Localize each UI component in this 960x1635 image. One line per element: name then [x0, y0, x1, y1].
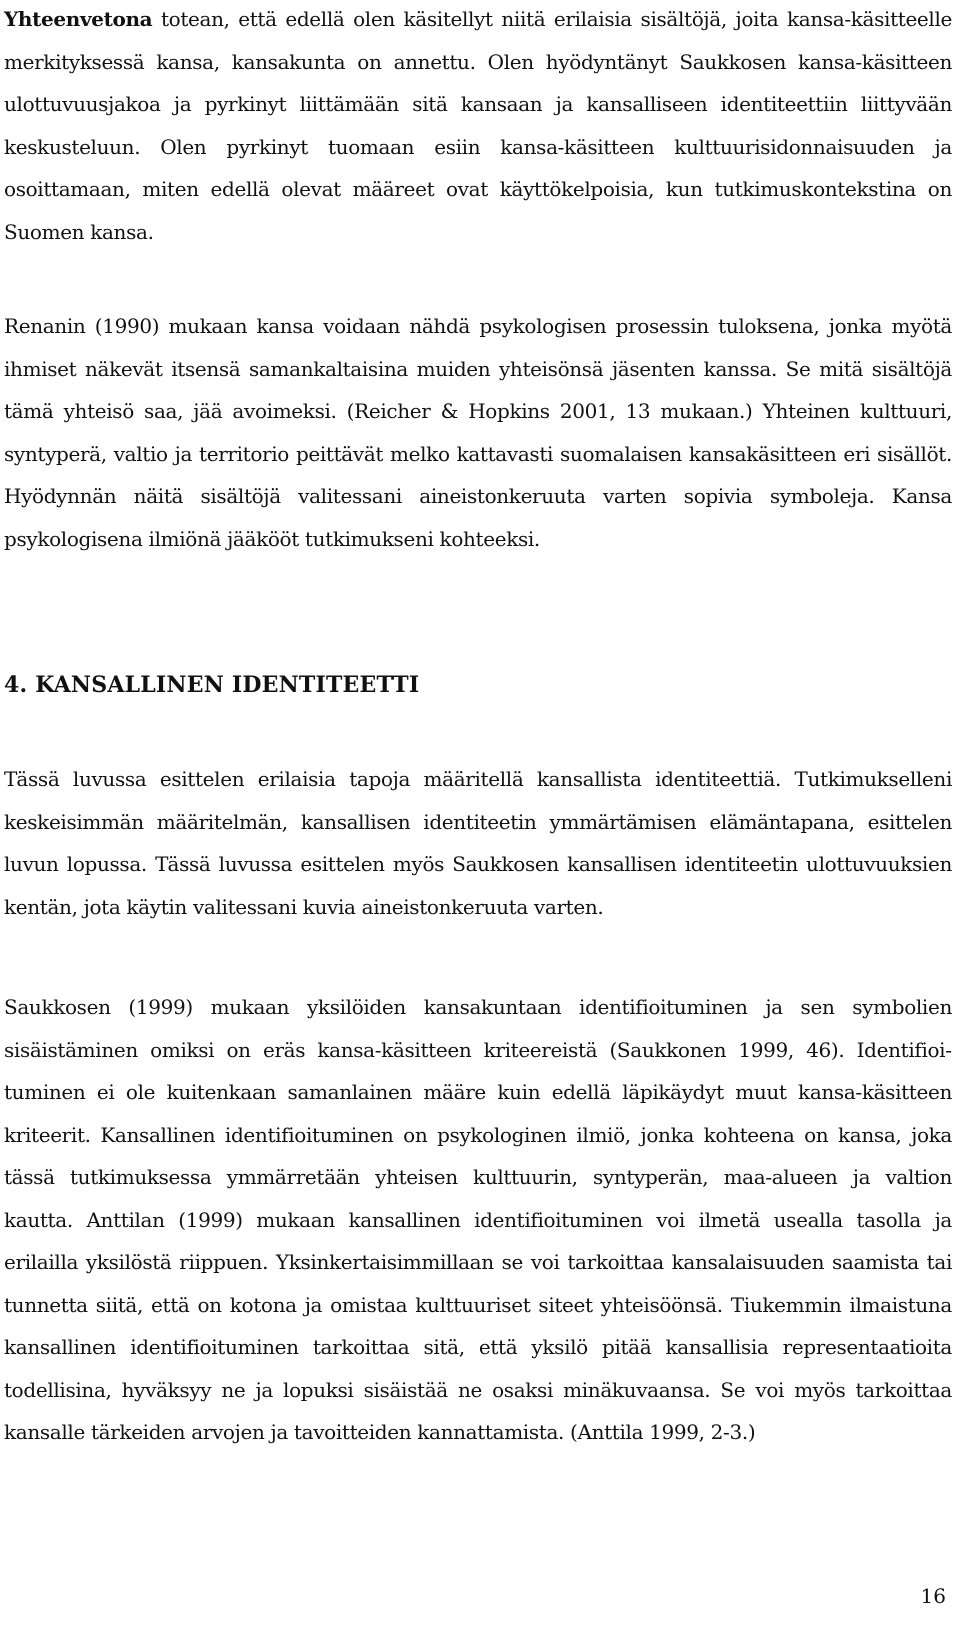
- section-heading: 4. KANSALLINEN IDENTITEETTI: [4, 672, 420, 698]
- paragraph-chapter-intro: Tässä luvussa esittelen erilaisia tapoja määritellä kansallista identiteettiä. Tutkimukselleni keskeisimmän määritelmän, kansallisen identiteetin ymmärtämisen elämäntapana, esittelen luvun lopussa. Tässä luvussa esittelen myös Saukkosen kansallisen identiteetin ulottuvuuksien kentän, jota käytin valitessani kuvia aineistonkeruuta varten.: [4, 767, 952, 919]
- paragraph-saukkonen: Saukkosen (1999) mukaan yksilöiden kansakuntaan identifioituminen ja sen symbolien sisäistäminen omiksi on eräs kansa-käsitteen kriteereistä (Saukkonen 1999, 46). Identifioituminen ei ole kuitenkaan samanlainen määre kuin edellä läpikäydyt muut kansa-käsitteen kriteerit. Kansallinen identifioituminen on psykologinen ilmiö, jonka kohteena on kansa, joka tässä tutkimuksessa ymmärretään yhteisen kulttuurin, syntyperän, maa-alueen ja valtion kautta. Anttilan (1999) mukaan kansallinen identifioituminen voi ilmetä usealla tasolla ja erilailla yksilöstä riippuen. Yksinkertaisimmillaan se voi tarkoittaa kansalaisuuden saamista tai tunnetta siitä, että on kotona ja omistaa kulttuuriset siteet yhteisöönsä. Tiukemmin ilmaistuna kansallinen identifioituminen tarkoittaa sitä, että yksilö pitää kansallisia representaatioita todellisina, hyväksyy ne ja lopuksi sisäistää ne osaksi minäkuvaansa. Se voi myös tarkoittaa kansalle tärkeiden arvojen ja tavoitteiden kannattamista. (Anttila 1999, 2-3.): [4, 995, 952, 1444]
- paragraph-lead-word: Yhteenvetona: [4, 7, 153, 31]
- paragraph-renan: Renanin (1990) mukaan kansa voidaan nähdä psykologisen prosessin tuloksena, jonka myötä ihmiset näkevät itsensä samankaltaisina muiden yhteisönsä jäsenten kanssa. Se mitä sisältöjä tämä yhteisö saa, jää avoimeksi. (Reicher & Hopkins 2001, 13 mukaan.) Yhteinen kulttuuri, syntyperä, valtio ja territorio peittävät melko kattavasti suomalaisen kansakäsitteen eri sisällöt. Hyödynnän näitä sisältöjä valitessani aineistonkeruuta varten sopivia symboleja. Kansa psykologisena ilmiönä jääkööt tutkimukseni kohteeksi.: [4, 314, 952, 551]
- paragraph-summary-text: totean, että edellä olen käsitellyt niitä erilaisia sisältöjä, joita kansa-käsitteelle merkityksessä kansa, kansakunta on annettu. Olen hyödyntänyt Saukkosen kansa-käsitteen ulottuvuusjakoa ja pyrkinyt liittämään sitä kansaan ja kansalliseen identiteettiin liittyvään keskusteluun. Olen pyrkinyt tuomaan esiin kansa-käsitteen kulttuurisidonnaisuuden ja osoittamaan, miten edellä olevat määreet ovat käyttökelpoisia, kun tutkimuskontekstina on Suomen kansa.: [4, 7, 952, 244]
- page-number: 16: [920, 1584, 946, 1608]
- paragraph-summary: [4, 0, 952, 253]
